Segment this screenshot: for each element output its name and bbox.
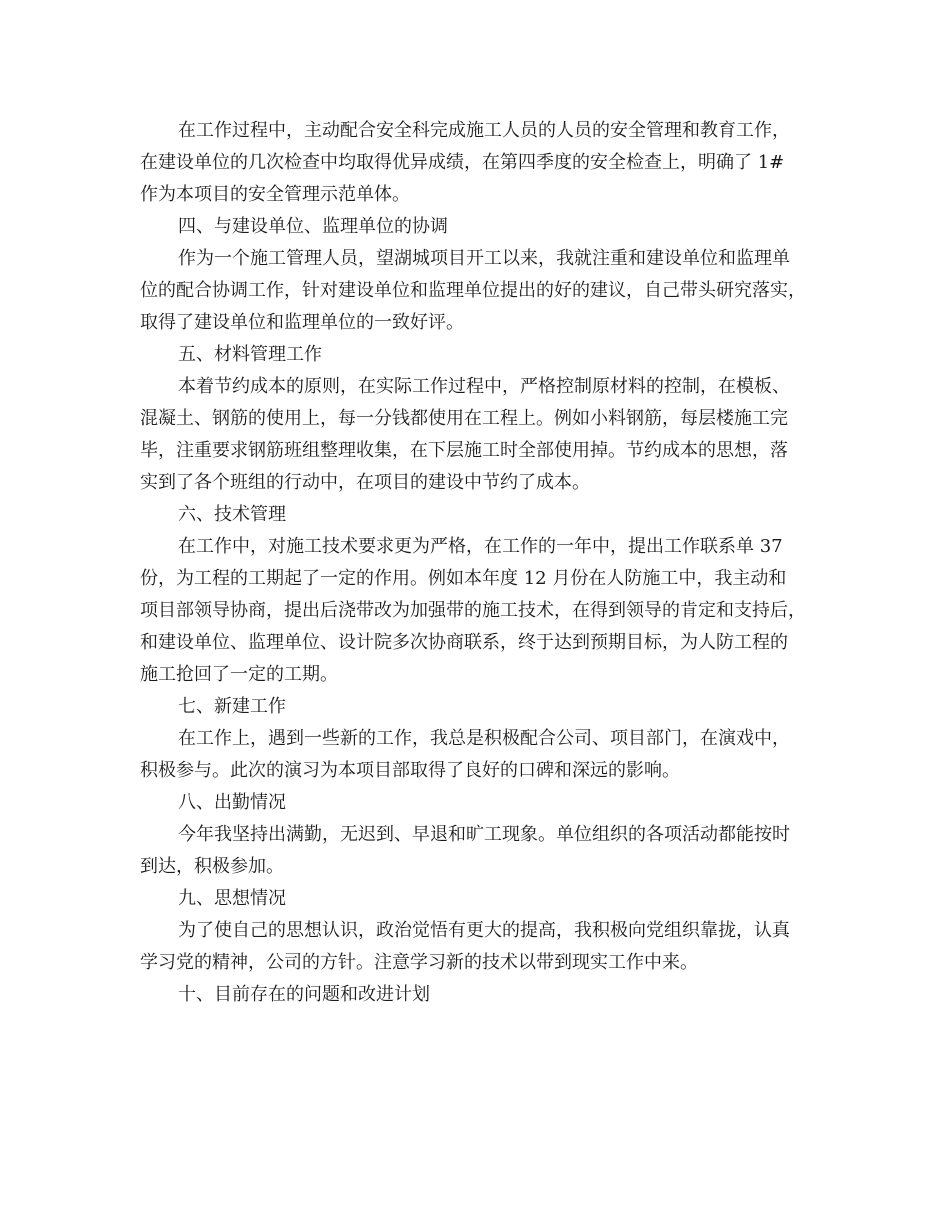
text-line: 今年我坚持出满勤，无迟到、早退和旷工现象。单位组织的各项活动都能按时 [178,824,790,845]
text-line: 毕，注重要求钢筋班组整理收集，在下层施工时全部使用掉。节约成本的思想，落 [140,440,788,461]
text-line: 到达，积极参加。 [140,856,284,877]
text-line: 实到了各个班组的行动中，在项目的建设中节约了成本。 [140,472,590,493]
text-line: 在建设单位的几次检查中均取得优异成绩，在第四季度的安全检查上，明确了 1# [140,152,785,173]
text-line: 六、技术管理 [178,504,286,525]
text-line: 份，为工程的工期起了一定的作用。例如本年度 12 月份在人防施工中，我主动和 [140,568,787,589]
text-line: 施工抢回了一定的工期。 [140,664,338,685]
text-line: 九、思想情况 [178,888,286,909]
text-line: 积极参与。此次的演习为本项目部取得了良好的口碑和深远的影响。 [140,760,680,781]
text-line: 学习党的精神，公司的方针。注意学习新的技术以带到现实工作中来。 [140,952,698,973]
text-line: 七、新建工作 [178,696,286,717]
text-line: 本着节约成本的原则，在实际工作过程中，严格控制原材料的控制，在模板、 [178,376,790,397]
text-line: 在工作中，对施工技术要求更为严格，在工作的一年中，提出工作联系单 37 [178,536,783,557]
text-line: 作为一个施工管理人员，望湖城项目开工以来，我就注重和建设单位和监理单 [178,248,790,269]
text-line: 五、材料管理工作 [178,344,322,365]
text-line: 为了使自己的思想认识，政治觉悟有更大的提高，我积极向党组织靠拢，认真 [178,920,790,941]
text-line: 项目部领导协商，提出后浇带改为加强带的施工技术，在得到领导的肯定和支持后， [140,600,806,621]
text-line: 作为本项目的安全管理示范单体。 [140,184,410,205]
text-line: 和建设单位、监理单位、设计院多次协商联系，终于达到预期目标，为人防工程的 [140,632,788,653]
text-line: 八、出勤情况 [178,792,286,813]
text-line: 在工作上，遇到一些新的工作，我总是积极配合公司、项目部门，在演戏中， [178,728,790,749]
document-body [140,115,820,1011]
text-line: 取得了建设单位和监理单位的一致好评。 [140,312,464,333]
text-line: 四、与建设单位、监理单位的协调 [178,216,448,237]
text-line: 十、目前存在的问题和改进计划 [178,984,430,1005]
text-line: 在工作过程中，主动配合安全科完成施工人员的人员的安全管理和教育工作， [178,120,790,141]
text-line: 混凝土、钢筋的使用上，每一分钱都使用在工程上。例如小料钢筋，每层楼施工完 [140,408,788,429]
text-line: 位的配合协调工作，针对建设单位和监理单位提出的好的建议，自己带头研究落实， [140,280,806,301]
